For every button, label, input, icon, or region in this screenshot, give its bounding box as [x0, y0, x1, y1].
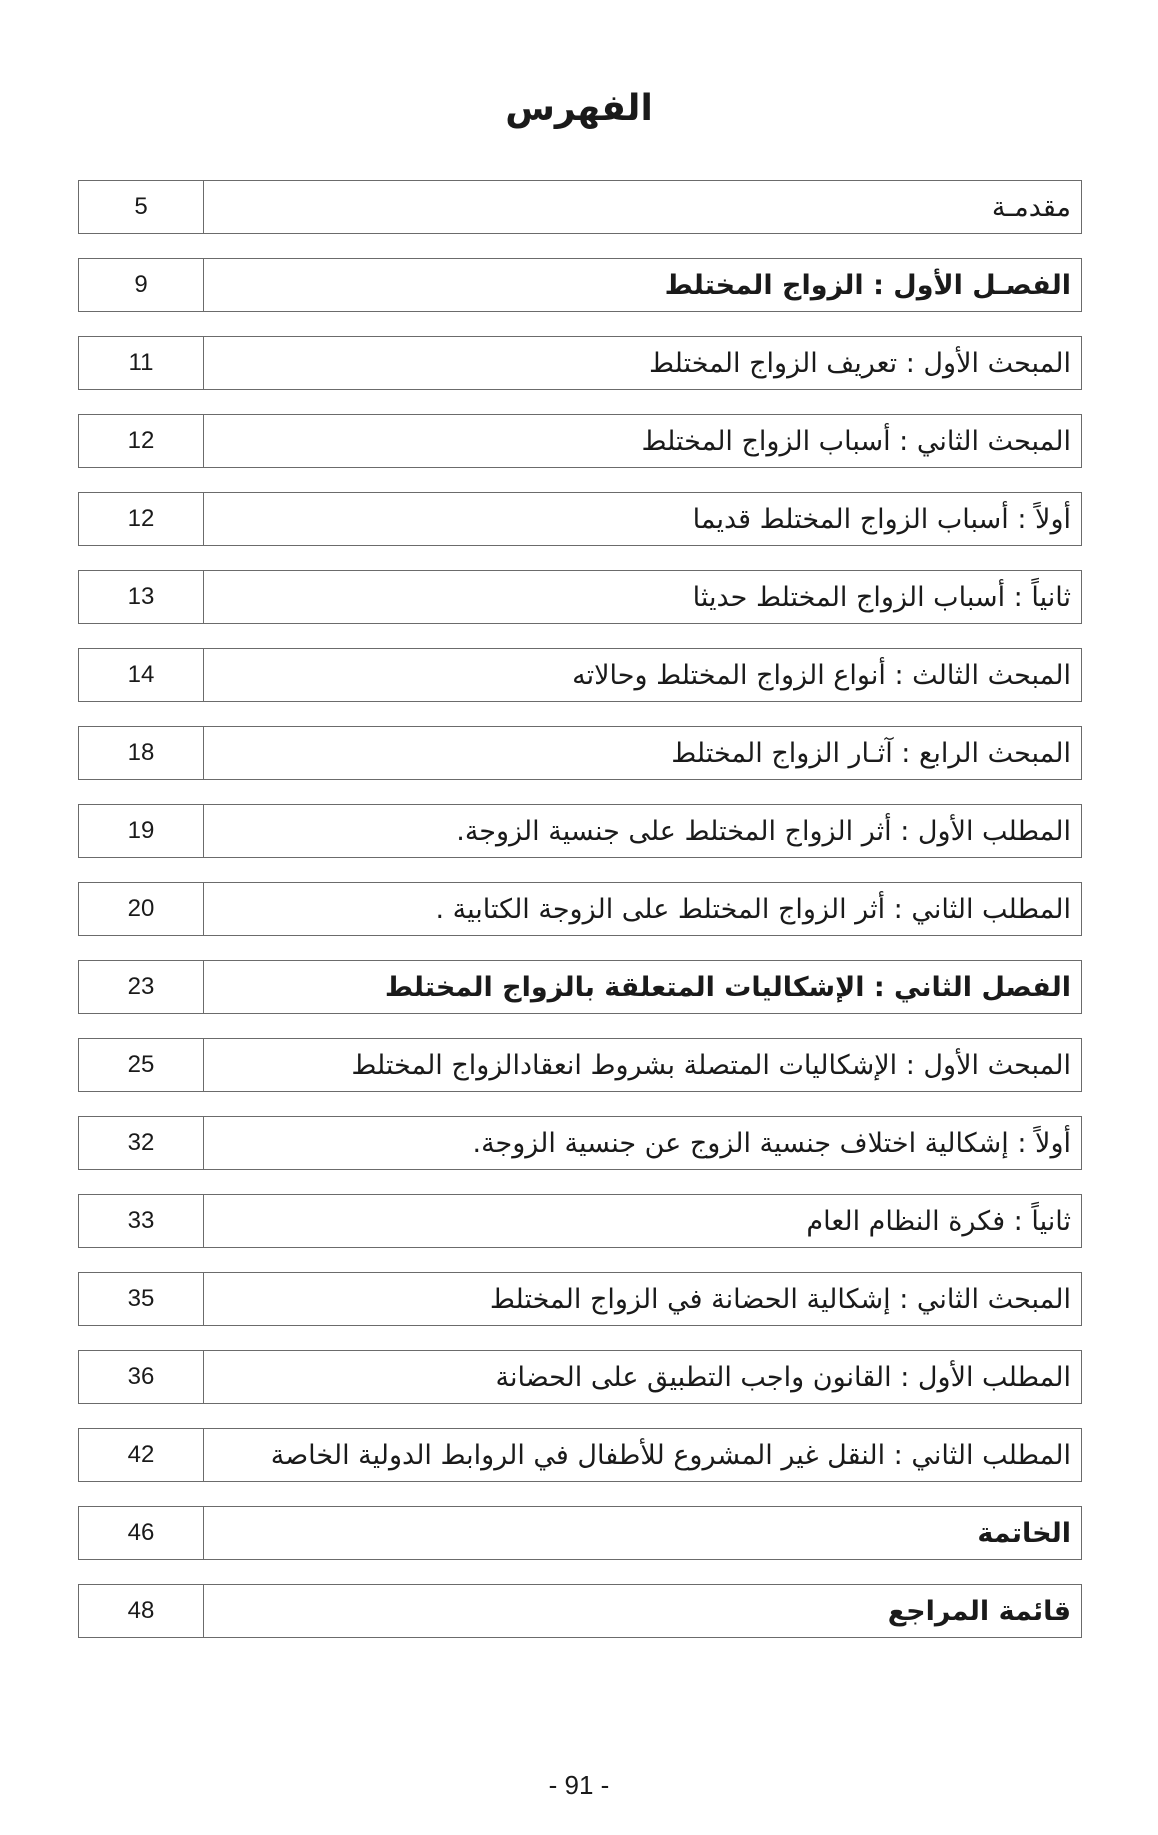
- toc-entry-title: قائمة المراجع: [887, 1595, 1071, 1627]
- toc-page-number: 12: [79, 415, 204, 467]
- toc-entry-title: المبحث الثاني : أسباب الزواج المختلط: [641, 425, 1071, 457]
- toc-entry-title: المبحث الأول : تعريف الزواج المختلط: [649, 347, 1071, 379]
- toc-row: [78, 1428, 1082, 1482]
- toc-page-number: 33: [79, 1195, 204, 1247]
- toc-page-number: 23: [79, 961, 204, 1013]
- toc-row: [78, 1116, 1082, 1170]
- toc-row: [78, 1194, 1082, 1248]
- toc-page-number: 46: [79, 1507, 204, 1559]
- toc-entry-title: المبحث الثالث : أنواع الزواج المختلط وحالاته: [572, 659, 1071, 691]
- page-title: الفهرس: [505, 88, 653, 129]
- toc-page-number: 19: [79, 805, 204, 857]
- toc-entry-title: أولاً : إشكالية اختلاف جنسية الزوج عن جنسية الزوجة.: [472, 1127, 1071, 1159]
- toc-entry-title: مقدمـة: [991, 191, 1071, 223]
- toc-page-number: 42: [79, 1429, 204, 1481]
- toc-page-number: 35: [79, 1273, 204, 1325]
- toc-page-number: 18: [79, 727, 204, 779]
- toc-page-number: 13: [79, 571, 204, 623]
- toc-row: [78, 1350, 1082, 1404]
- toc-entry-title: المبحث الثاني : إشكالية الحضانة في الزواج المختلط: [489, 1283, 1071, 1315]
- toc-row: [78, 882, 1082, 936]
- toc-page-number: 14: [79, 649, 204, 701]
- toc-row: [78, 804, 1082, 858]
- toc-entry-title: المطلب الأول : القانون واجب التطبيق على الحضانة: [495, 1361, 1071, 1393]
- toc-row: [78, 1584, 1082, 1638]
- toc-entry-title: ثانياً : فكرة النظام العام: [806, 1205, 1071, 1237]
- toc-entry-title: الفصل الثاني : الإشكاليات المتعلقة بالزواج المختلط: [384, 971, 1071, 1003]
- toc-page-number: 25: [79, 1039, 204, 1091]
- toc-entry-title: الفصـل الأول : الزواج المختلط: [664, 269, 1071, 301]
- toc-page-number: 12: [79, 493, 204, 545]
- toc-row: [78, 1038, 1082, 1092]
- toc-page-number: 48: [79, 1585, 204, 1637]
- toc-row: [78, 180, 1082, 234]
- toc-entry-title: المطلب الثاني : أثر الزواج المختلط على الزوجة الكتابية .: [435, 893, 1071, 925]
- toc-row: [78, 726, 1082, 780]
- toc-entry-title: الخاتمة: [977, 1517, 1071, 1549]
- toc-row: [78, 492, 1082, 546]
- toc-entry-title: ثانياً : أسباب الزواج المختلط حديثا: [692, 581, 1071, 613]
- toc-page-number: 32: [79, 1117, 204, 1169]
- toc-row: [78, 570, 1082, 624]
- page-number: - 91 -: [548, 1770, 610, 1800]
- toc-entry-title: المبحث الرابع : آثـار الزواج المختلط: [671, 737, 1071, 769]
- toc-page-number: 5: [79, 181, 204, 233]
- toc-row: [78, 648, 1082, 702]
- toc-page-number: 11: [79, 337, 204, 389]
- toc-entry-title: أولاً : أسباب الزواج المختلط قديما: [692, 503, 1071, 535]
- toc-entry-title: المطلب الأول : أثر الزواج المختلط على جنسية الزوجة.: [456, 815, 1071, 847]
- toc-page-number: 9: [79, 259, 204, 311]
- toc-entry-title: المبحث الأول : الإشكاليات المتصلة بشروط انعقادالزواج المختلط: [351, 1049, 1071, 1081]
- toc-row: [78, 960, 1082, 1014]
- table-of-contents: [78, 180, 1082, 1662]
- toc-page-number: 20: [79, 883, 204, 935]
- toc-page-number: 36: [79, 1351, 204, 1403]
- toc-entry-title: المطلب الثاني : النقل غير المشروع للأطفال في الروابط الدولية الخاصة: [270, 1439, 1071, 1471]
- toc-row: [78, 1506, 1082, 1560]
- toc-row: [78, 336, 1082, 390]
- toc-row: [78, 258, 1082, 312]
- toc-row: [78, 414, 1082, 468]
- toc-row: [78, 1272, 1082, 1326]
